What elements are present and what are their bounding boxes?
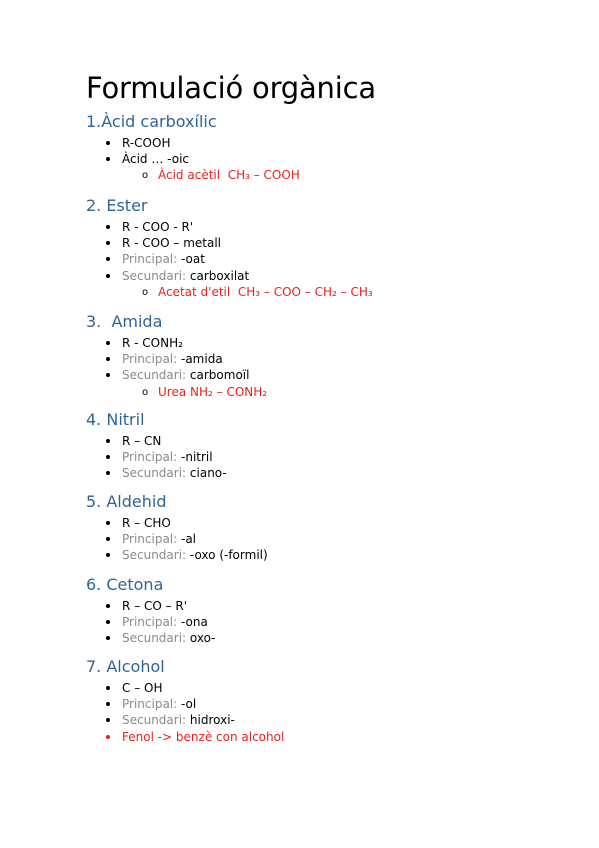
item-text: -ol [177,697,197,712]
circle-o-icon: o [142,286,149,298]
bullet-icon [106,620,110,624]
item-label: Principal: [122,352,178,367]
section-6 [86,575,566,647]
list-item [86,235,566,251]
item-text: -ona [177,615,208,630]
item-label: Principal: [122,532,178,547]
item-label: Secundari: [122,368,187,383]
item-label: Secundari: [122,713,187,728]
section-5 [86,492,566,564]
bullet-list [86,680,566,745]
list-item [86,351,566,367]
page-title: Formulació orgànica [86,71,376,105]
bullet-icon [106,373,110,377]
item-label: Secundari: [122,268,187,283]
list-item [86,219,566,235]
list-item [86,465,566,481]
bullet-icon [106,357,110,361]
bullet-icon [106,157,110,161]
bullet-list [86,135,566,184]
item-text: -oat [177,252,205,267]
section-3 [86,312,566,400]
bullet-icon [106,636,110,640]
bullet-icon [106,718,110,722]
list-item [86,449,566,465]
list-item [86,729,566,745]
list-item [86,433,566,449]
section-heading: 5. Aldehid [86,492,167,511]
list-item [86,151,566,167]
item-text: C – OH [122,681,163,695]
circle-o-icon: o [142,170,149,182]
item-text: R - COO – metall [122,236,221,251]
section-heading: 7. Alcohol [86,657,165,676]
sub-list-item [86,384,566,400]
bullet-icon [106,141,110,145]
list-item [86,598,566,614]
bullet-icon [106,735,110,739]
item-text: carboxilat [186,268,250,283]
item-text: R - COO - R' [122,220,194,234]
list-item [86,531,566,547]
bullet-icon [106,341,110,345]
section-heading: 4. Nitril [86,410,145,429]
bullet-icon [106,553,110,557]
bullet-list [86,515,566,564]
item-label: Principal: [122,252,178,267]
item-label: Principal: [122,697,178,712]
item-text: oxo- [186,631,216,646]
item-text: hidroxi- [186,713,235,728]
item-label: Secundari: [122,631,187,646]
item-text: Acetat d'etil CH₃ – COO – CH₂ – CH₃ [158,284,373,299]
sub-list-item [86,284,566,300]
item-text: R – CHO [122,516,171,530]
item-text: -nitril [177,450,213,465]
bullet-icon [106,604,110,608]
bullet-list [86,598,566,647]
item-label: Secundari: [122,466,187,481]
sub-list-item [86,167,566,183]
bullet-icon [106,521,110,525]
item-text: -amida [177,352,223,367]
item-text: ciano- [186,466,227,481]
section-heading: 6. Cetona [86,575,164,594]
bullet-icon [106,439,110,443]
item-text: -al [177,532,197,547]
list-item [86,696,566,712]
list-item [86,515,566,531]
section-4 [86,410,566,482]
list-item [86,712,566,728]
item-text: Àcid … -oic [122,152,190,167]
circle-o-icon: o [142,386,149,398]
item-text: Fenol -> benzè con alcohol [122,729,285,744]
item-label: Secundari: [122,548,187,563]
list-item [86,135,566,151]
section-heading: 3. Amida [86,312,163,331]
bullet-icon [106,702,110,706]
item-text: R – CN [122,434,162,448]
section-heading: 2. Ester [86,196,148,215]
list-item [86,251,566,267]
bullet-icon [106,471,110,475]
bullet-icon [106,241,110,245]
item-text: Urea NH₂ – CONH₂ [158,384,268,399]
bullet-icon [106,537,110,541]
bullet-icon [106,686,110,690]
section-heading: 1.Àcid carboxílic [86,112,217,131]
list-item [86,680,566,696]
section-7 [86,657,566,745]
bullet-icon [106,455,110,459]
bullet-icon [106,225,110,229]
bullet-icon [106,274,110,278]
bullet-list [86,219,566,300]
list-item [86,630,566,646]
item-text: Àcid acètil CH₃ – COOH [158,168,300,183]
section-2 [86,196,566,300]
list-item [86,268,566,284]
list-item [86,614,566,630]
item-text: R - CONH₂ [122,336,183,350]
bullet-icon [106,257,110,261]
bullet-list [86,433,566,482]
item-label: Principal: [122,615,178,630]
item-text: carbomoïl [186,368,250,383]
item-label: Principal: [122,450,178,465]
list-item [86,547,566,563]
list-item [86,335,566,351]
list-item [86,367,566,383]
item-text: -oxo (-formil) [186,548,268,563]
item-text: R – CO – R' [122,599,188,613]
item-text: R-COOH [122,136,171,150]
section-1 [86,112,566,184]
bullet-list [86,335,566,400]
